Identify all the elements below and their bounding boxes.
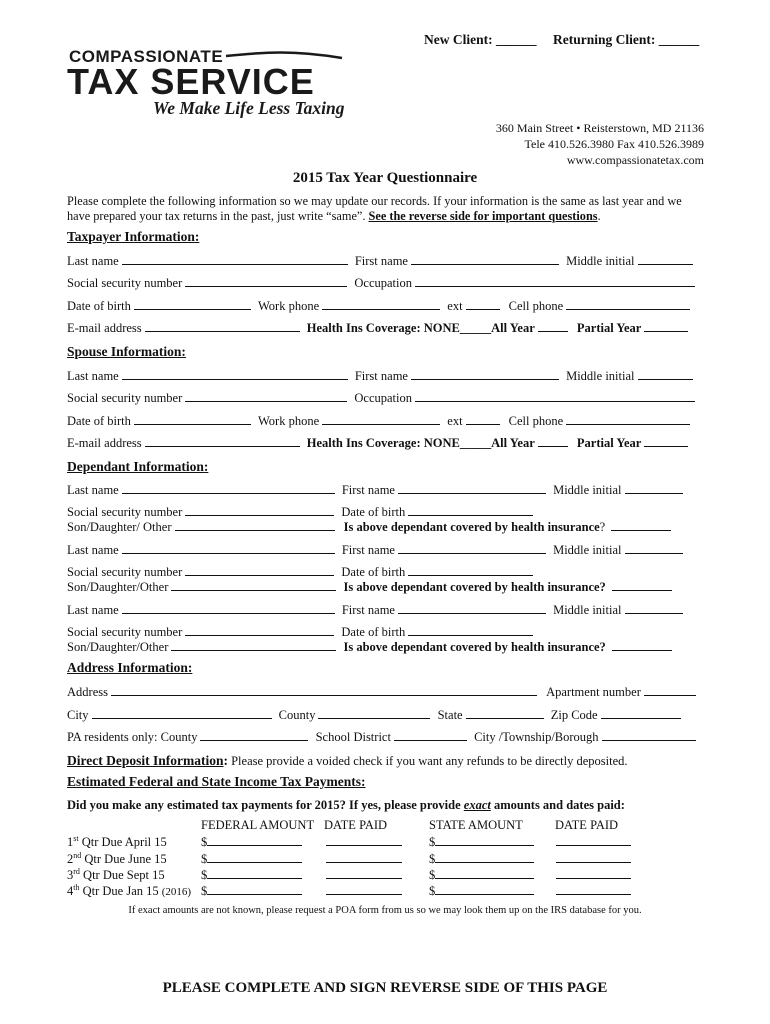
question-mark: ? [599, 580, 606, 594]
federal-date-paid-field[interactable] [326, 867, 402, 883]
quarter-label: Qtr Due June 15 [81, 852, 167, 867]
dependant-3-relation-row [67, 639, 672, 655]
dollar-sign: $ [429, 852, 436, 866]
dependant-2-relation-field[interactable] [171, 579, 336, 591]
blank-line[interactable] [556, 883, 631, 895]
col-federal-amount: FEDERAL AMOUNT [201, 818, 315, 832]
dependant-heading-text: Dependant Information [67, 459, 204, 474]
ssn-label: Social security number [67, 565, 183, 579]
address-row [67, 684, 696, 700]
apartment-field[interactable] [644, 684, 696, 696]
taxpayer-name-row [67, 253, 693, 269]
apartment-label: Apartment number [546, 685, 641, 699]
dob-label: Date of birth [341, 565, 406, 579]
spouse-dob-field[interactable] [134, 413, 251, 425]
quarter-number: 3 [67, 868, 74, 883]
dollar-sign: $ [429, 884, 436, 898]
estimated-question-text: Did you make any estimated tax payments for 2015? If yes, please provide [67, 798, 464, 812]
health-ins-none-option[interactable]: Health Ins Coverage: NONE [306, 436, 460, 450]
dob-label: Date of birth [67, 414, 131, 428]
ext-label: ext [447, 299, 463, 313]
dependant-3-last-name-field[interactable] [122, 602, 335, 614]
federal-date-paid-field[interactable] [326, 834, 402, 850]
work-phone-label: Work phone [258, 299, 320, 313]
spouse-dob-row [67, 413, 690, 429]
spouse-occupation-field[interactable] [415, 390, 695, 402]
dependant-2-first-name-field[interactable] [398, 542, 546, 554]
dependant-2-relation-row [67, 579, 672, 595]
quarter-label: Qtr Due Sept 15 [79, 868, 165, 883]
relation-label: Son/Daughter/Other [67, 640, 169, 654]
first-name-label: First name [354, 254, 408, 268]
col-state-amount: STATE AMOUNT [429, 818, 523, 832]
dependant-1-relation-row [67, 519, 671, 535]
heading-colon: : [181, 344, 186, 359]
logo-tagline: We Make Life Less Taxing [153, 98, 345, 118]
dependant-3-covered-field[interactable] [612, 639, 672, 651]
last-name-label: Last name [67, 543, 119, 557]
township-field[interactable] [602, 729, 696, 741]
dependant-2-name-row [67, 542, 683, 558]
health-ins-all-year-option[interactable]: _____All Year [459, 321, 535, 335]
spouse-ssn-field[interactable] [185, 390, 347, 402]
work-phone-label: Work phone [258, 414, 320, 428]
taxpayer-dob-row [67, 298, 690, 314]
question-mark: ? [599, 640, 606, 654]
taxpayer-ssn-field[interactable] [185, 275, 347, 287]
ssn-label: Social security number [67, 276, 183, 290]
address-heading-text: Address Information [67, 660, 188, 675]
zip-field[interactable] [601, 707, 681, 719]
blank-line[interactable] [556, 834, 631, 846]
spouse-first-name-field[interactable] [411, 368, 559, 380]
email-label: E-mail address [67, 436, 142, 450]
taxpayer-heading-text: Taxpayer Information [67, 229, 195, 244]
spouse-middle-initial-field[interactable] [638, 368, 693, 380]
spouse-name-row [67, 368, 693, 384]
dependant-1-ssn-field[interactable] [185, 504, 334, 516]
spouse-cell-phone-field[interactable] [566, 413, 690, 425]
address-line-1: 360 Main Street • Reisterstown, MD 21136 [495, 121, 704, 135]
ssn-label: Social security number [67, 505, 183, 519]
blank-line[interactable] [326, 867, 402, 879]
poa-footnote: If exact amounts are not known, please request a POA form from us so we may look them up on the IRS database for you. [128, 905, 642, 916]
dependant-covered-label: Is above dependant covered by health insurance [343, 580, 600, 594]
quarter-label: Qtr Due Jan 15 [79, 884, 162, 899]
school-district-field[interactable] [394, 729, 467, 741]
intro-text [67, 194, 682, 224]
first-name-label: First name [341, 603, 395, 617]
taxpayer-occupation-field[interactable] [415, 275, 695, 287]
quarter-row [67, 834, 167, 850]
dependant-1-middle-initial-field[interactable] [625, 482, 683, 494]
dependant-2-ssn-field[interactable] [185, 564, 334, 576]
quarter-suffix: th [73, 883, 80, 892]
spouse-heading-text: Spouse Information [67, 344, 182, 359]
taxpayer-first-name-field[interactable] [411, 253, 559, 265]
dollar-sign: $ [429, 835, 436, 849]
state-amount-field[interactable] [429, 883, 534, 899]
cell-phone-label: Cell phone [508, 414, 564, 428]
form-title: 2015 Tax Year Questionnaire [292, 170, 478, 186]
spouse-last-name-field[interactable] [122, 368, 348, 380]
dependant-1-name-row [67, 482, 683, 498]
blank-line[interactable] [326, 834, 402, 846]
relation-label: Son/Daughter/Other [67, 580, 169, 594]
dependant-3-relation-field[interactable] [171, 639, 336, 651]
blank-line[interactable] [435, 867, 534, 879]
middle-initial-label: Middle initial [553, 603, 622, 617]
occupation-label: Occupation [354, 276, 412, 290]
heading-colon: : [187, 660, 193, 675]
all-year-blank[interactable] [538, 435, 568, 447]
dob-label: Date of birth [67, 299, 131, 313]
blank-line[interactable] [326, 851, 402, 863]
address-line-2: Tele 410.526.3980 Fax 410.526.3989 [524, 137, 704, 151]
taxpayer-cell-phone-field[interactable] [566, 298, 690, 310]
first-name-label: First name [341, 543, 395, 557]
dependant-covered-label: Is above dependant covered by health insurance [343, 520, 600, 534]
spouse-work-phone-field[interactable] [322, 413, 440, 425]
dependant-1-first-name-field[interactable] [398, 482, 546, 494]
township-label: City /Township/Borough [474, 730, 599, 744]
federal-amount-field[interactable] [201, 834, 302, 850]
spouse-email-row [67, 435, 688, 451]
dependant-3-ssn-field[interactable] [185, 624, 334, 636]
dollar-sign: $ [201, 835, 208, 849]
federal-date-paid-field[interactable] [326, 883, 402, 899]
federal-date-paid-field[interactable] [326, 851, 402, 867]
middle-initial-label: Middle initial [553, 483, 622, 497]
federal-amount-field[interactable] [201, 883, 302, 899]
blank-line[interactable] [556, 851, 631, 863]
cell-phone-label: Cell phone [508, 299, 564, 313]
state-date-paid-field[interactable] [556, 834, 631, 850]
direct-deposit-heading: Direct Deposit Information [67, 753, 224, 768]
col-date-paid: DATE PAID [324, 818, 388, 832]
blank-line[interactable] [435, 834, 534, 846]
zip-label: Zip Code [550, 708, 598, 722]
middle-initial-label: Middle initial [566, 369, 635, 383]
taxpayer-last-name-field[interactable] [122, 253, 348, 265]
returning-client-field[interactable]: Returning Client: ______ [553, 32, 700, 47]
first-name-label: First name [341, 483, 395, 497]
last-name-label: Last name [67, 483, 119, 497]
blank-line[interactable] [435, 851, 534, 863]
partial-year-blank[interactable] [644, 320, 688, 332]
logo-top-text: COMPASSIONATE [69, 47, 224, 66]
middle-initial-label: Middle initial [553, 543, 622, 557]
dependant-section-heading [67, 459, 208, 475]
ssn-label: Social security number [67, 625, 183, 639]
company-address [496, 120, 704, 168]
blank-line[interactable] [207, 867, 302, 879]
dependant-2-middle-initial-field[interactable] [625, 542, 683, 554]
dependant-2-dob-field[interactable] [408, 564, 533, 576]
quarter-suffix: nd [73, 851, 82, 860]
federal-amount-field[interactable] [201, 867, 302, 883]
health-ins-partial-year-option[interactable]: Partial Year [576, 321, 642, 335]
dependant-3-ssn-row [67, 624, 533, 640]
dob-label: Date of birth [341, 625, 406, 639]
dollar-sign: $ [201, 868, 208, 882]
dependant-3-middle-initial-field[interactable] [625, 602, 683, 614]
blank-line[interactable] [207, 851, 302, 863]
taxpayer-ssn-row [67, 275, 695, 291]
heading-colon: : [194, 229, 200, 244]
ssn-label: Social security number [67, 391, 183, 405]
taxpayer-email-field[interactable] [145, 320, 300, 332]
reverse-side-note: See the reverse side for important questions [368, 209, 598, 223]
col-date-paid-2: DATE PAID [555, 818, 619, 832]
dollar-sign: $ [201, 852, 208, 866]
city-label: City [67, 708, 89, 722]
intro-line-2-text: have prepared your tax returns in the past, just write “same”. [67, 209, 369, 223]
last-name-label: Last name [67, 254, 119, 268]
dependant-2-ssn-row [67, 564, 533, 580]
quarter-label: Qtr Due April 15 [78, 835, 167, 850]
last-name-label: Last name [67, 603, 119, 617]
dependant-1-last-name-field[interactable] [122, 482, 335, 494]
blank-line[interactable] [207, 883, 302, 895]
dollar-sign: $ [201, 884, 208, 898]
dependant-3-first-name-field[interactable] [398, 602, 546, 614]
middle-initial-label: Middle initial [566, 254, 635, 268]
dollar-sign: $ [429, 868, 436, 882]
all-year-blank[interactable] [538, 320, 568, 332]
spouse-email-field[interactable] [145, 435, 300, 447]
federal-amount-field[interactable] [201, 851, 302, 867]
school-district-label: School District [315, 730, 391, 744]
heading-colon: : [223, 753, 228, 768]
estimated-heading-text: Estimated Federal and State Income Tax Payments [67, 774, 361, 789]
blank-line[interactable] [207, 834, 302, 846]
direct-deposit-text: Please provide a voided check if you want any refunds to be directly deposited. [231, 754, 628, 768]
spouse-ext-field[interactable] [466, 413, 500, 425]
quarter-number: 2 [67, 852, 74, 867]
taxpayer-dob-field[interactable] [134, 298, 251, 310]
state-amount-field[interactable] [429, 834, 534, 850]
health-ins-all-year-option[interactable]: _____All Year [459, 436, 535, 450]
city-field[interactable] [92, 707, 272, 719]
state-amount-field[interactable] [429, 851, 534, 867]
dependant-2-last-name-field[interactable] [122, 542, 335, 554]
county-label: County [278, 708, 316, 722]
quarter-suffix: rd [73, 867, 80, 876]
county-field[interactable] [318, 707, 430, 719]
state-label: State [437, 708, 463, 722]
state-field[interactable] [466, 707, 544, 719]
pa-resident-row [67, 729, 696, 745]
quarter-row [67, 867, 165, 883]
dependant-1-relation-field[interactable] [175, 519, 335, 531]
pa-county-field[interactable] [200, 729, 308, 741]
pa-county-label: PA residents only: County [67, 730, 198, 744]
health-ins-partial-year-option[interactable]: Partial Year [576, 436, 642, 450]
email-label: E-mail address [67, 321, 142, 335]
city-row [67, 707, 681, 723]
first-name-label: First name [354, 369, 408, 383]
dependant-3-name-row [67, 602, 683, 618]
exact-emphasis: exact [463, 798, 491, 812]
new-client-field[interactable]: New Client: ______ [424, 32, 537, 47]
state-date-paid-field[interactable] [556, 883, 631, 899]
quarter-row [67, 851, 167, 867]
dependant-1-covered-field[interactable] [611, 519, 671, 531]
dob-label: Date of birth [341, 505, 406, 519]
state-date-paid-field[interactable] [556, 851, 631, 867]
partial-year-blank[interactable] [644, 435, 688, 447]
estimated-question [67, 798, 625, 813]
taxpayer-work-phone-field[interactable] [322, 298, 440, 310]
taxpayer-section-heading [67, 229, 199, 245]
quarter-number: 4 [67, 884, 74, 899]
taxpayer-middle-initial-field[interactable] [638, 253, 693, 265]
health-ins-none-option[interactable]: Health Ins Coverage: NONE [306, 321, 460, 335]
taxpayer-email-row [67, 320, 688, 336]
blank-line[interactable] [556, 867, 631, 879]
address-section-heading [67, 660, 192, 676]
occupation-label: Occupation [354, 391, 412, 405]
ext-label: ext [447, 414, 463, 428]
state-amount-field[interactable] [429, 867, 534, 883]
heading-colon: : [203, 459, 209, 474]
intro-line-1: Please complete the following information so we may update our records. If your information is the same as last year and we [67, 194, 682, 208]
estimated-question-suffix: amounts and dates paid: [490, 798, 625, 812]
intro-period: . [597, 209, 601, 223]
intro-line-2 [67, 209, 682, 224]
dependant-1-ssn-row [67, 504, 533, 520]
last-name-label: Last name [67, 369, 119, 383]
relation-label: Son/Daughter/ Other [67, 520, 172, 534]
blank-line[interactable] [326, 883, 402, 895]
quarter-year: (2016) [161, 886, 192, 899]
dependant-1-dob-field[interactable] [408, 504, 533, 516]
dependant-3-dob-field[interactable] [408, 624, 533, 636]
taxpayer-ext-field[interactable] [466, 298, 500, 310]
blank-line[interactable] [435, 883, 534, 895]
estimated-section-heading [67, 774, 366, 790]
dependant-covered-label: Is above dependant covered by health insurance [343, 640, 600, 654]
heading-colon: : [361, 774, 366, 789]
state-date-paid-field[interactable] [556, 867, 631, 883]
spouse-section-heading [67, 344, 186, 360]
direct-deposit-row [67, 753, 628, 769]
question-mark: ? [599, 520, 606, 534]
address-field[interactable] [111, 684, 537, 696]
quarter-number: 1 [67, 835, 74, 850]
address-line-3: www.compassionatetax.com [566, 153, 704, 167]
spouse-ssn-row [67, 390, 695, 406]
logo-main-text: TAX SERVICE [67, 61, 315, 102]
dependant-2-covered-field[interactable] [612, 579, 672, 591]
footer-instruction: PLEASE COMPLETE AND SIGN REVERSE SIDE OF THIS PAGE [162, 980, 608, 996]
address-label: Address [67, 685, 108, 699]
quarter-suffix: st [73, 834, 79, 843]
quarter-row [67, 883, 191, 899]
